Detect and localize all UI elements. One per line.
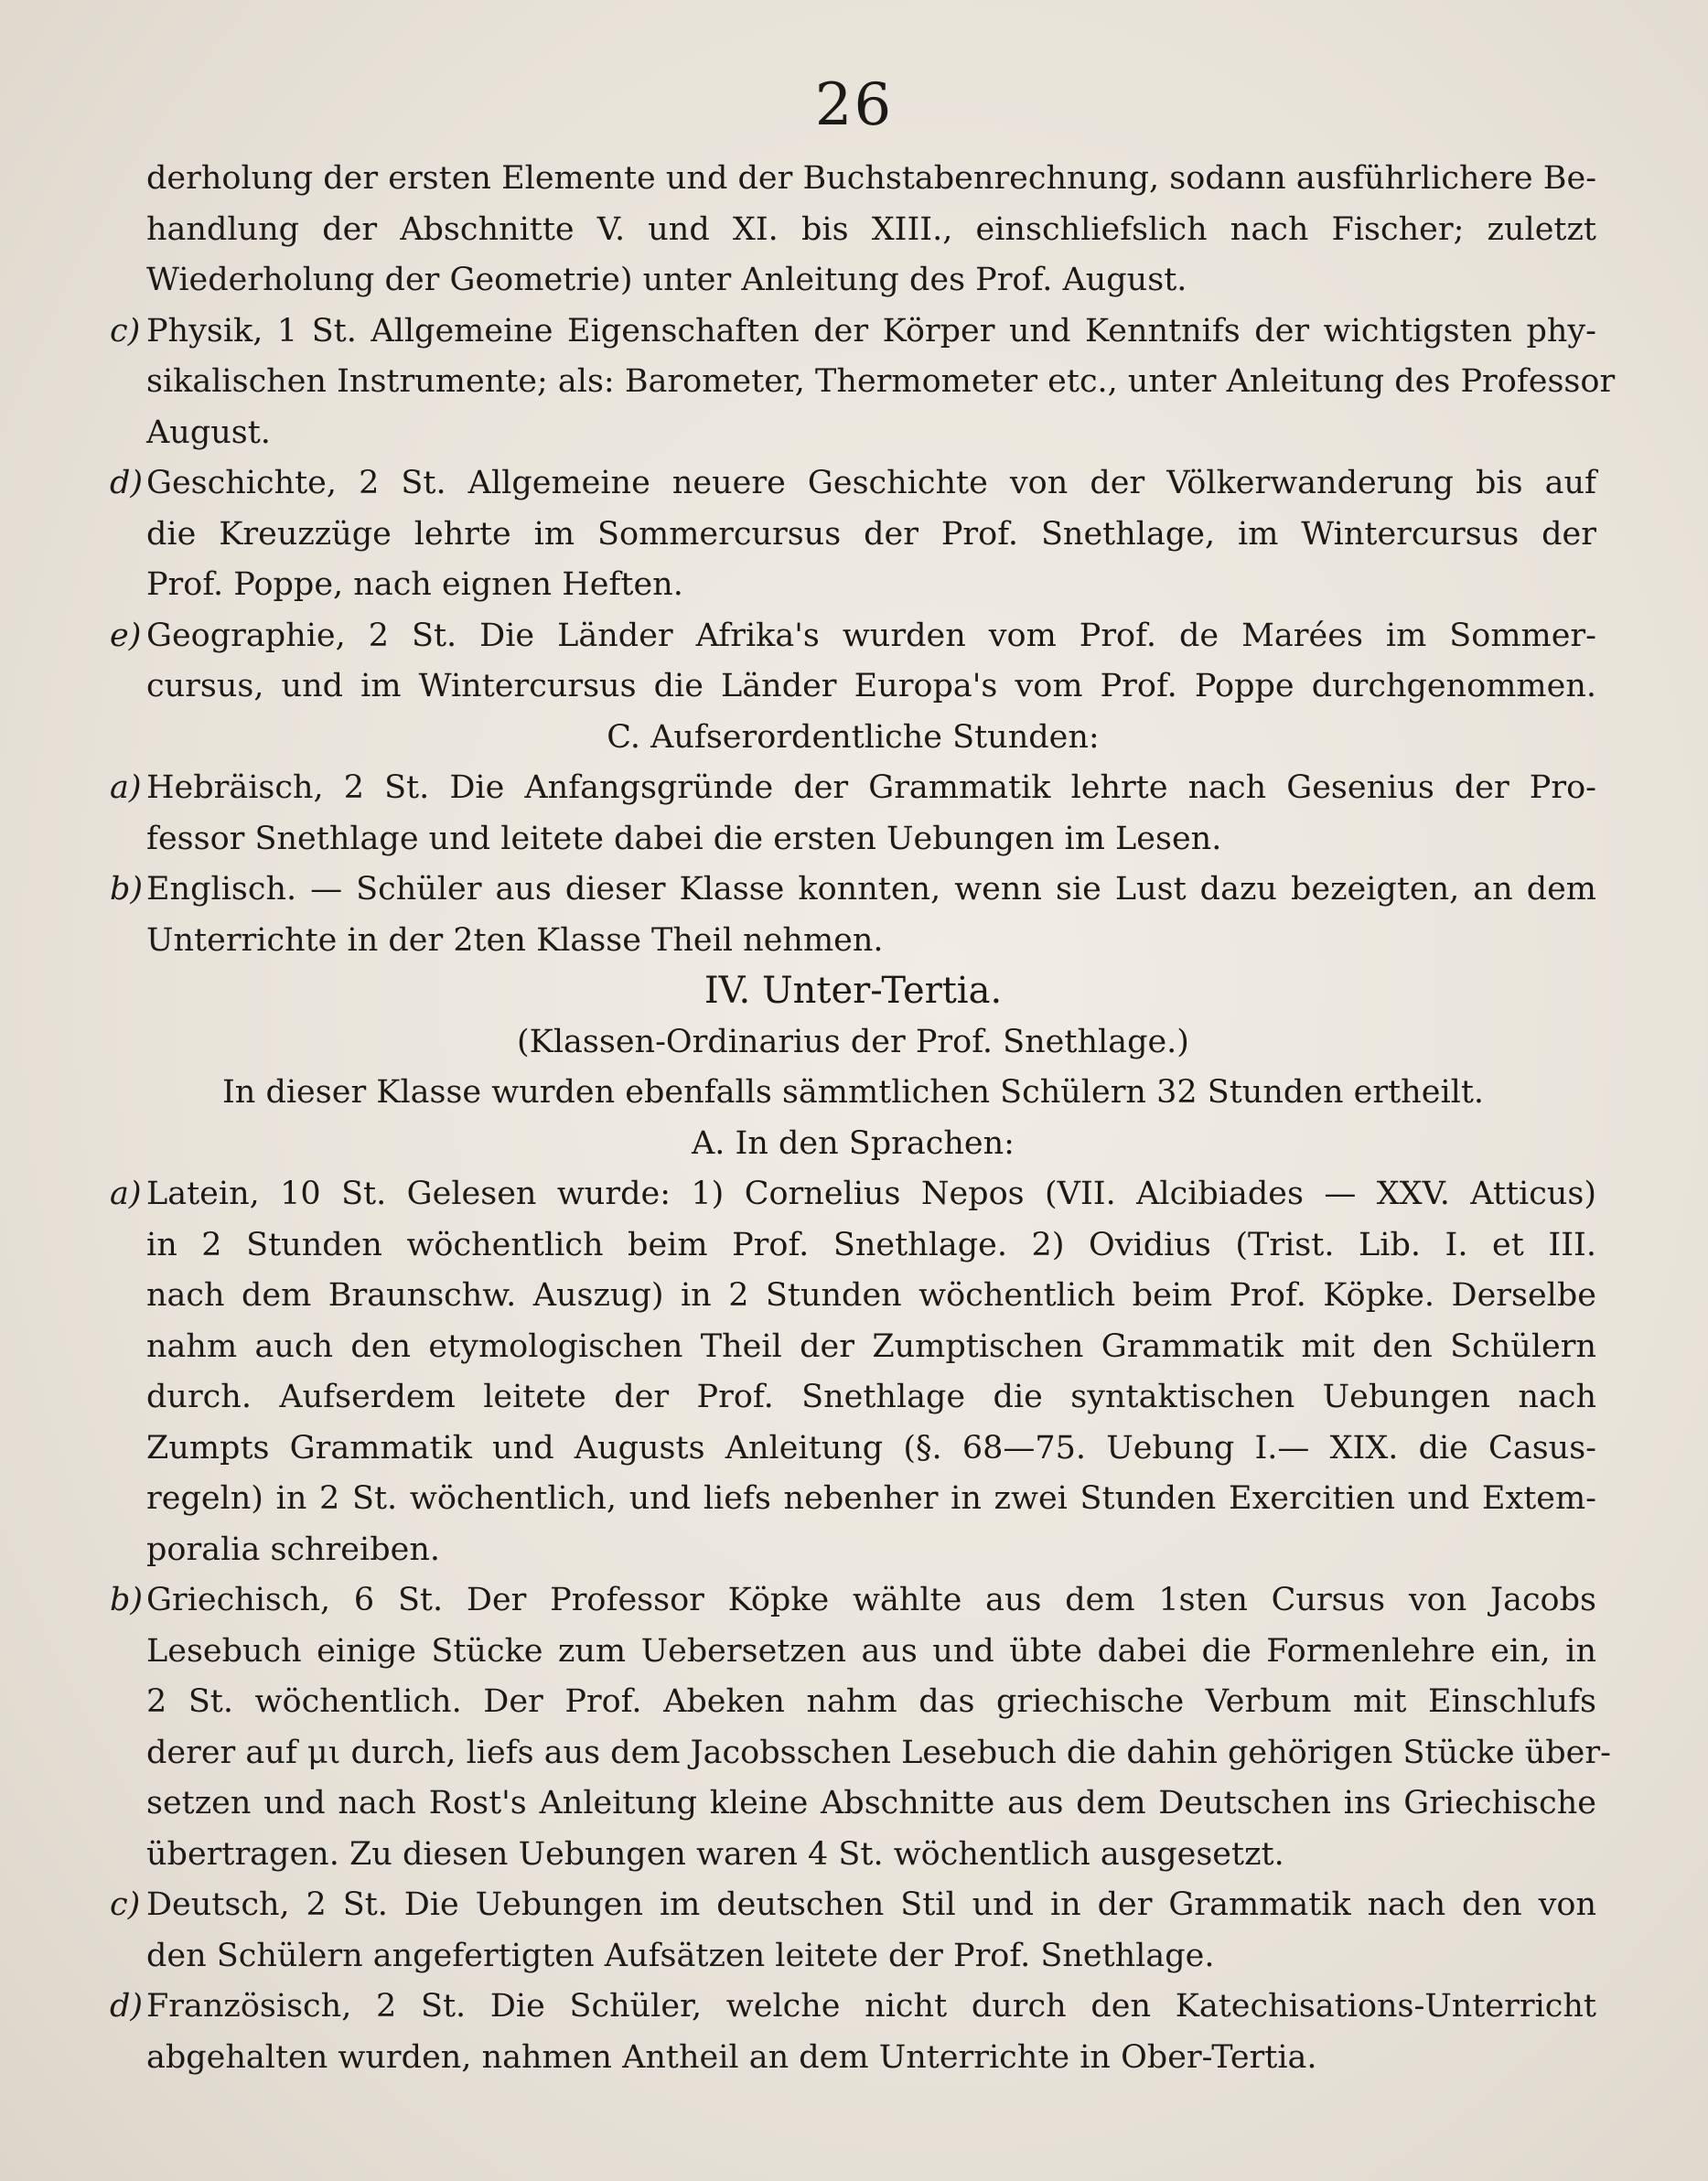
line-text: Griechisch, 6 St. Der Professor Köpke wählte aus dem 1sten Cursus von Jacobs — [146, 1582, 1596, 1618]
text-line — [110, 611, 1596, 662]
line-text: 2 St. wöchentlich. Der Prof. Abeken nahm das griechische Verbum mit Einschlufs — [146, 1683, 1596, 1720]
line-text: Unterrichte in der 2ten Klasse Theil nehmen. — [146, 921, 884, 959]
item-marker: e) — [110, 617, 142, 654]
line-text: August. — [146, 414, 271, 451]
text-line — [110, 2033, 1596, 2084]
line-text: Englisch. — Schüler aus dieser Klasse konnten, wenn sie Lust dazu bezeigten, an dem — [146, 871, 1596, 908]
text-line — [110, 1627, 1596, 1678]
text-line — [110, 814, 1596, 865]
line-text: Geschichte, 2 St. Allgemeine neuere Geschichte von der Völkerwanderung bis auf — [146, 465, 1596, 501]
line-text: Französisch, 2 St. Die Schüler, welche nicht durch den Katechisations-Unterricht — [146, 1988, 1596, 2025]
item-marker: b) — [110, 871, 144, 908]
item-marker: d) — [110, 465, 144, 501]
line-text: durch. Aufserdem leitete der Prof. Snethlage die syntaktischen Uebungen nach — [146, 1379, 1596, 1415]
line-text: nahm auch den etymologischen Theil der Zumptischen Grammatik mit den Schülern — [146, 1327, 1596, 1365]
line-text: fessor Snethlage und leitete dabei die ersten Uebungen im Lesen. — [146, 820, 1222, 857]
line-text: (Klassen-Ordinarius der Prof. Snethlage.) — [517, 1023, 1189, 1060]
line-text: setzen und nach Rost's Anleitung kleine Abschnitte aus dem Deutschen ins Griechische — [146, 1785, 1596, 1821]
text-line — [110, 1931, 1596, 1982]
line-text: Wiederholung der Geometrie) unter Anleitung des Prof. August. — [146, 262, 1187, 298]
line-text: derer auf μι durch, liefs aus dem Jacobsschen Lesebuch die dahin gehörigen Stücke über- — [146, 1734, 1611, 1771]
line-text: In dieser Klasse wurden ebenfalls sämmtlichen Schülern 32 Stunden ertheilt. — [221, 1074, 1485, 1111]
line-text: Deutsch, 2 St. Die Uebungen im deutschen Stil und in der Grammatik nach den von — [146, 1886, 1596, 1923]
line-text: Hebräisch, 2 St. Die Anfangsgründe der Grammatik lehrte nach Gesenius der Pro- — [146, 769, 1596, 806]
text-line — [110, 1525, 1596, 1576]
text-line — [110, 510, 1596, 561]
text-line — [110, 1474, 1596, 1525]
text-line — [110, 1169, 1596, 1220]
text-line — [110, 1778, 1596, 1830]
line-text: handlung der Abschnitte V. und XI. bis XIII., einschliefslich nach Fischer; zuletzt — [146, 210, 1596, 248]
text-line — [110, 1068, 1596, 1119]
text-line — [110, 408, 1596, 459]
text-line — [110, 458, 1596, 510]
line-text: Geographie, 2 St. Die Länder Afrika's wurden vom Prof. de Marées im Sommer- — [146, 617, 1596, 654]
line-text: Physik, 1 St. Allgemeine Eigenschaften der Körper und Kenntnifs der wichtigsten phy- — [146, 312, 1596, 349]
text-line — [110, 1119, 1596, 1170]
line-text: sikalischen Instrumente; als: Barometer, Thermometer etc., unter Anleitung des Professor — [146, 363, 1616, 400]
page-number: 26 — [814, 71, 894, 139]
line-text: Zumpts Grammatik und Augusts Anleitung (§. 68—75. Uebung I.— XIX. die Casus- — [146, 1429, 1596, 1467]
text-line — [110, 255, 1596, 306]
item-marker: a) — [110, 1176, 142, 1212]
text-line — [110, 763, 1596, 814]
line-text: IV. Unter-Tertia. — [704, 970, 1003, 1012]
text-line — [110, 1220, 1596, 1272]
line-text: in 2 Stunden wöchentlich beim Prof. Snethlage. 2) Ovidius (Trist. Lib. I. et III. — [146, 1226, 1596, 1263]
line-text: Latein, 10 St. Gelesen wurde: 1) Cornelius Nepos (VII. Alcibiades — XXV. Atticus) — [146, 1176, 1596, 1212]
text-line — [110, 306, 1596, 358]
text-line — [110, 357, 1616, 408]
text-line — [110, 966, 1596, 1017]
item-marker: d) — [110, 1988, 144, 2025]
item-marker: a) — [110, 769, 142, 806]
text-line — [110, 865, 1596, 916]
text-line — [110, 1017, 1596, 1069]
line-text: C. Aufserordentliche Stunden: — [607, 718, 1100, 756]
line-text: A. In den Sprachen: — [692, 1124, 1015, 1162]
text-line — [110, 1728, 1611, 1779]
text-line — [110, 154, 1596, 205]
line-text: Prof. Poppe, nach eignen Heften. — [146, 566, 683, 603]
text-line — [110, 1880, 1596, 1931]
item-marker: c) — [110, 1886, 141, 1923]
line-text: abgehalten wurden, nahmen Antheil an dem Unterrichte in Ober-Tertia. — [146, 2038, 1317, 2076]
text-line — [110, 1677, 1596, 1728]
text-line — [110, 560, 1596, 611]
text-line — [110, 1982, 1596, 2033]
line-text: die Kreuzzüge lehrte im Sommercursus der Prof. Snethlage, im Wintercursus der — [146, 515, 1596, 553]
line-text: den Schülern angefertigten Aufsätzen leitete der Prof. Snethlage. — [146, 1937, 1215, 1974]
line-text: cursus, und im Wintercursus die Länder Europa's vom Prof. Poppe durchgenommen. — [146, 668, 1596, 704]
text-line — [110, 1372, 1596, 1424]
text-line — [110, 1575, 1596, 1627]
item-marker: b) — [110, 1582, 144, 1618]
text-line — [110, 661, 1596, 713]
text-line — [110, 1271, 1596, 1322]
line-text: nach dem Braunschw. Auszug) in 2 Stunden wöchentlich beim Prof. Köpke. Derselbe — [146, 1277, 1596, 1314]
text-line — [110, 1830, 1596, 1881]
line-text: Lesebuch einige Stücke zum Uebersetzen aus und übte dabei die Formenlehre ein, in — [146, 1632, 1596, 1670]
text-line — [110, 1322, 1596, 1373]
text-line — [110, 713, 1596, 764]
item-marker: c) — [110, 312, 141, 349]
line-text: poralia schreiben. — [146, 1531, 440, 1568]
text-line — [110, 1424, 1596, 1475]
line-text: übertragen. Zu diesen Uebungen waren 4 St. wöchentlich ausgesetzt. — [146, 1835, 1284, 1873]
text-line — [110, 916, 1596, 967]
line-text: regeln) in 2 St. wöchentlich, und liefs nebenher in zwei Stunden Exercitien und Extem- — [146, 1480, 1596, 1517]
line-text: derholung der ersten Elemente und der Buchstabenrechnung, sodann ausführlichere Be- — [146, 160, 1597, 197]
text-line — [110, 205, 1596, 256]
body-text — [110, 154, 1616, 2083]
